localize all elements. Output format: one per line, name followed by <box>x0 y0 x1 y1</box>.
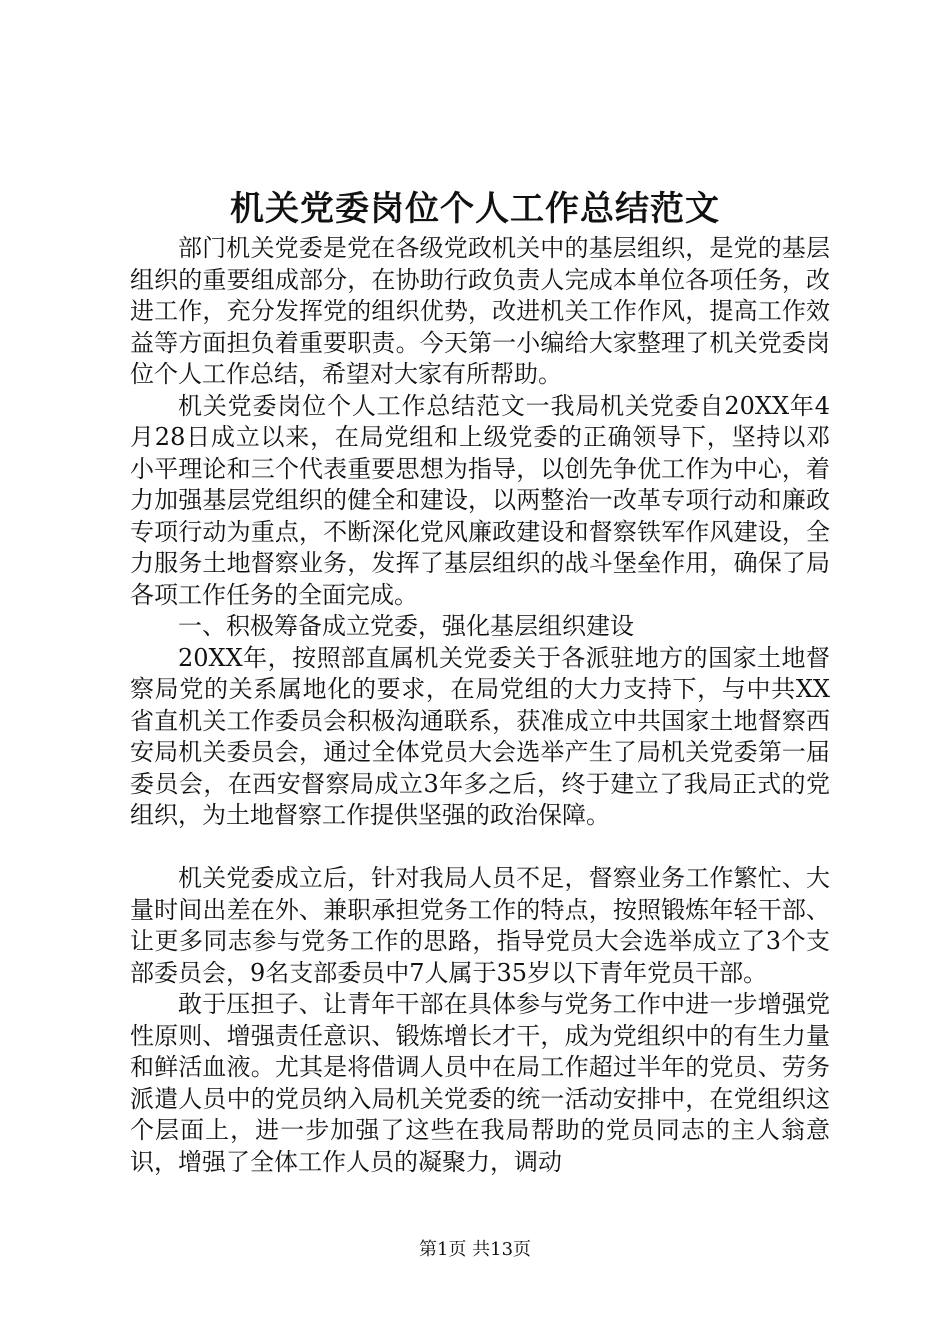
section-heading: 一、积极筹备成立党委，强化基层组织建设 <box>178 612 634 640</box>
paragraph-establishment: 20XX年，按照部直属机关党委关于各派驻地方的国家土地督察局党的关系属地化的要求，在局党组的大力支持下，与中共XX省直机关工作委员会积极沟通联系，获准成立中共国家土地督察西安局机关委员会，通过全体党员大会选举产生了局机关党委第一届委员会，在西安督察局成立3年多之后，终于建立了我局正式的党组织，为土地督察工作提供坚强的政治保障。 <box>130 643 830 829</box>
document-body <box>130 233 830 1178</box>
paragraph-summary: 机关党委岗位个人工作总结范文一我局机关党委自20XX年4月28日成立以来，在局党组和上级党委的正确领导下，坚持以邓小平理论和三个代表重要思想为指导，以创先争优工作为中心，着力加强基层党组织的健全和建设，以两整治一改革专项行动和廉政专项行动为重点，不断深化党风廉政建设和督察铁军作风建设，全力服务土地督察业务，发挥了基层组织的战斗堡垒作用，确保了局各项工作任务的全面完成。 <box>130 391 830 609</box>
document-title: 机关党委岗位个人工作总结范文 <box>230 189 720 229</box>
page-footer: 第1页 共13页 <box>418 1239 532 1260</box>
paragraph-intro: 部门机关党委是党在各级党政机关中的基层组织，是党的基层组织的重要组成部分，在协助行政负责人完成本单位各项任务，改进工作，充分发挥党的组织优势，改进机关工作作风，提高工作效益等方面担负着重要职责。今天第一小编给大家整理了机关党委岗位个人工作总结，希望对大家有所帮助。 <box>130 234 830 388</box>
paragraph-young-cadres: 敢于压担子、让青年干部在具体参与党务工作中进一步增强党性原则、增强责任意识、锻炼增长才干，成为党组织中的有生力量和鲜活血液。尤其是将借调人员中在局工作超过半年的党员、劳务派遣人员中的党员纳入局机关党委的统一活动安排中，在党组织这个层面上，进一步加强了这些在我局帮助的党员同志的主人翁意识，增强了全体工作人员的凝聚力，调动 <box>130 990 830 1176</box>
paragraph-branches: 机关党委成立后，针对我局人员不足，督察业务工作繁忙、大量时间出差在外、兼职承担党务工作的特点，按照锻炼年轻干部、让更多同志参与党务工作的思路，指导党员大会选举成立了3个支部委员会，9名支部委员中7人属于35岁以下青年党员干部。 <box>130 864 830 987</box>
